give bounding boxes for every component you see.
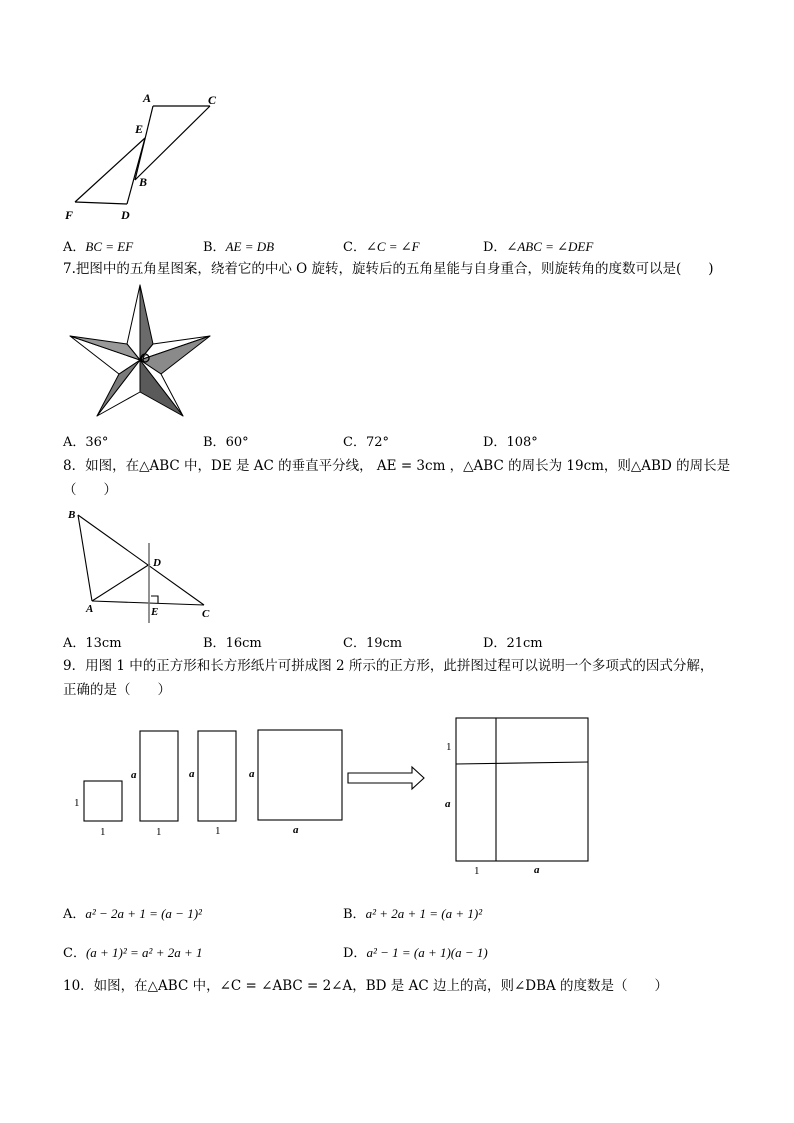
rect-2 — [198, 731, 236, 821]
q6-option-a[interactable] — [63, 236, 133, 255]
option-text: a² + 2a + 1 = (a + 1)² — [365, 906, 483, 921]
option-letter: C． — [63, 946, 86, 961]
q9-label-1: 1 — [74, 797, 80, 809]
q8-option-c[interactable] — [343, 632, 402, 651]
composite-square — [456, 718, 588, 861]
option-letter: D． — [483, 636, 507, 651]
q7-option-b[interactable] — [203, 431, 249, 450]
option-letter: A． — [63, 240, 86, 255]
q8-label-A: A — [86, 603, 94, 615]
q9-label-a: a — [189, 768, 195, 780]
q9-label-a: a — [534, 864, 540, 876]
q9-label-a: a — [249, 768, 255, 780]
q9-option-b[interactable] — [343, 903, 482, 922]
q8-question-line2: （ ） — [63, 482, 117, 498]
q8-option-d[interactable] — [483, 632, 543, 651]
option-text: 19cm — [365, 636, 403, 651]
option-text: ∠ABC = ∠DEF — [506, 239, 594, 254]
option-letter: D． — [483, 435, 507, 450]
q9-label-a: a — [445, 798, 451, 810]
q8-question-line1: 8．如图，在△ABC 中，DE 是 AC 的垂直平分线， AE = 3cm ，△ABC 的周长为 19cm，则△ABD 的周长是 — [63, 458, 731, 474]
q7-option-a[interactable] — [63, 431, 108, 450]
q7-option-c[interactable] — [343, 431, 389, 450]
q9-label-a: a — [131, 769, 137, 781]
option-text: BC = EF — [85, 239, 134, 254]
option-letter: C． — [343, 240, 366, 255]
q6-label-F: F — [65, 208, 74, 222]
q7-star-figure — [65, 282, 215, 422]
option-letter: A． — [63, 636, 86, 651]
q8-figure — [62, 505, 222, 630]
q10-question: 10．如图，在△ABC 中，∠C = ∠ABC = 2∠A，BD 是 AC 边上的高，则∠DBA 的度数是（ ） — [63, 978, 669, 994]
q6-figure — [55, 88, 235, 228]
q7-label-O: O — [142, 353, 150, 365]
q7-question: 7.把图中的五角星图案，绕着它的中心 O 旋转，旋转后的五角星能与自身重合，则旋转角的度数可以是( ) — [63, 261, 714, 277]
q9-label-1: 1 — [474, 865, 480, 877]
q9-label-1: 1 — [156, 826, 162, 838]
option-letter: A． — [63, 907, 86, 922]
option-text: ∠C = ∠F — [365, 239, 420, 254]
arrow-icon — [348, 767, 424, 789]
option-letter: B． — [203, 240, 226, 255]
option-text: 21cm — [506, 636, 543, 651]
option-letter: A． — [63, 435, 86, 450]
option-text: 108° — [506, 435, 538, 450]
q6-option-b[interactable] — [203, 236, 274, 255]
q6-label-E: E — [135, 122, 144, 136]
q9-option-a[interactable] — [63, 903, 202, 922]
q9-question-line2: 正确的是（ ） — [63, 682, 171, 698]
option-text: (a + 1)² = a² + 2a + 1 — [85, 945, 203, 960]
q9-label-1: 1 — [446, 741, 452, 753]
option-text: 13cm — [85, 636, 122, 651]
option-text: 36° — [85, 435, 109, 450]
q6-label-B: B — [139, 175, 148, 189]
option-letter: B． — [343, 907, 366, 922]
q9-label-a: a — [293, 824, 299, 836]
option-text: AE = DB — [225, 239, 275, 254]
option-text: a² − 1 = (a + 1)(a − 1) — [366, 945, 488, 960]
q8-label-B: B — [68, 509, 76, 521]
q9-label-1: 1 — [100, 826, 106, 838]
rect-1 — [140, 731, 178, 821]
q6-label-C: C — [208, 93, 217, 107]
option-text: 60° — [225, 435, 249, 450]
q9-question-line1: 9．用图 1 中的正方形和长方形纸片可拼成图 2 所示的正方形，此拼图过程可以说明一个多项式的因式分解， — [63, 658, 714, 674]
q6-option-d[interactable] — [483, 236, 593, 255]
q8-label-D: D — [153, 557, 161, 569]
q8-option-b[interactable] — [203, 632, 262, 651]
option-letter: D． — [483, 240, 507, 255]
q9-option-c[interactable] — [63, 942, 203, 961]
q9-option-d[interactable] — [343, 942, 488, 961]
option-letter: B． — [203, 435, 226, 450]
q8-label-C: C — [202, 608, 210, 620]
q9-label-1: 1 — [215, 825, 221, 837]
option-text: a² − 2a + 1 = (a − 1)² — [85, 906, 202, 921]
option-letter: B． — [203, 636, 226, 651]
q6-option-c[interactable] — [343, 236, 420, 255]
q6-label-D: D — [121, 208, 130, 222]
q8-option-a[interactable] — [63, 632, 122, 651]
option-letter: D． — [343, 946, 367, 961]
option-text: 16cm — [225, 636, 262, 651]
option-letter: C． — [343, 636, 366, 651]
q9-figure — [60, 710, 600, 885]
q8-label-E: E — [151, 606, 159, 618]
big-square — [258, 730, 342, 820]
option-letter: C． — [343, 435, 366, 450]
q6-label-A: A — [143, 91, 152, 105]
q7-option-d[interactable] — [483, 431, 538, 450]
option-text: 72° — [365, 435, 389, 450]
small-square — [84, 781, 122, 821]
